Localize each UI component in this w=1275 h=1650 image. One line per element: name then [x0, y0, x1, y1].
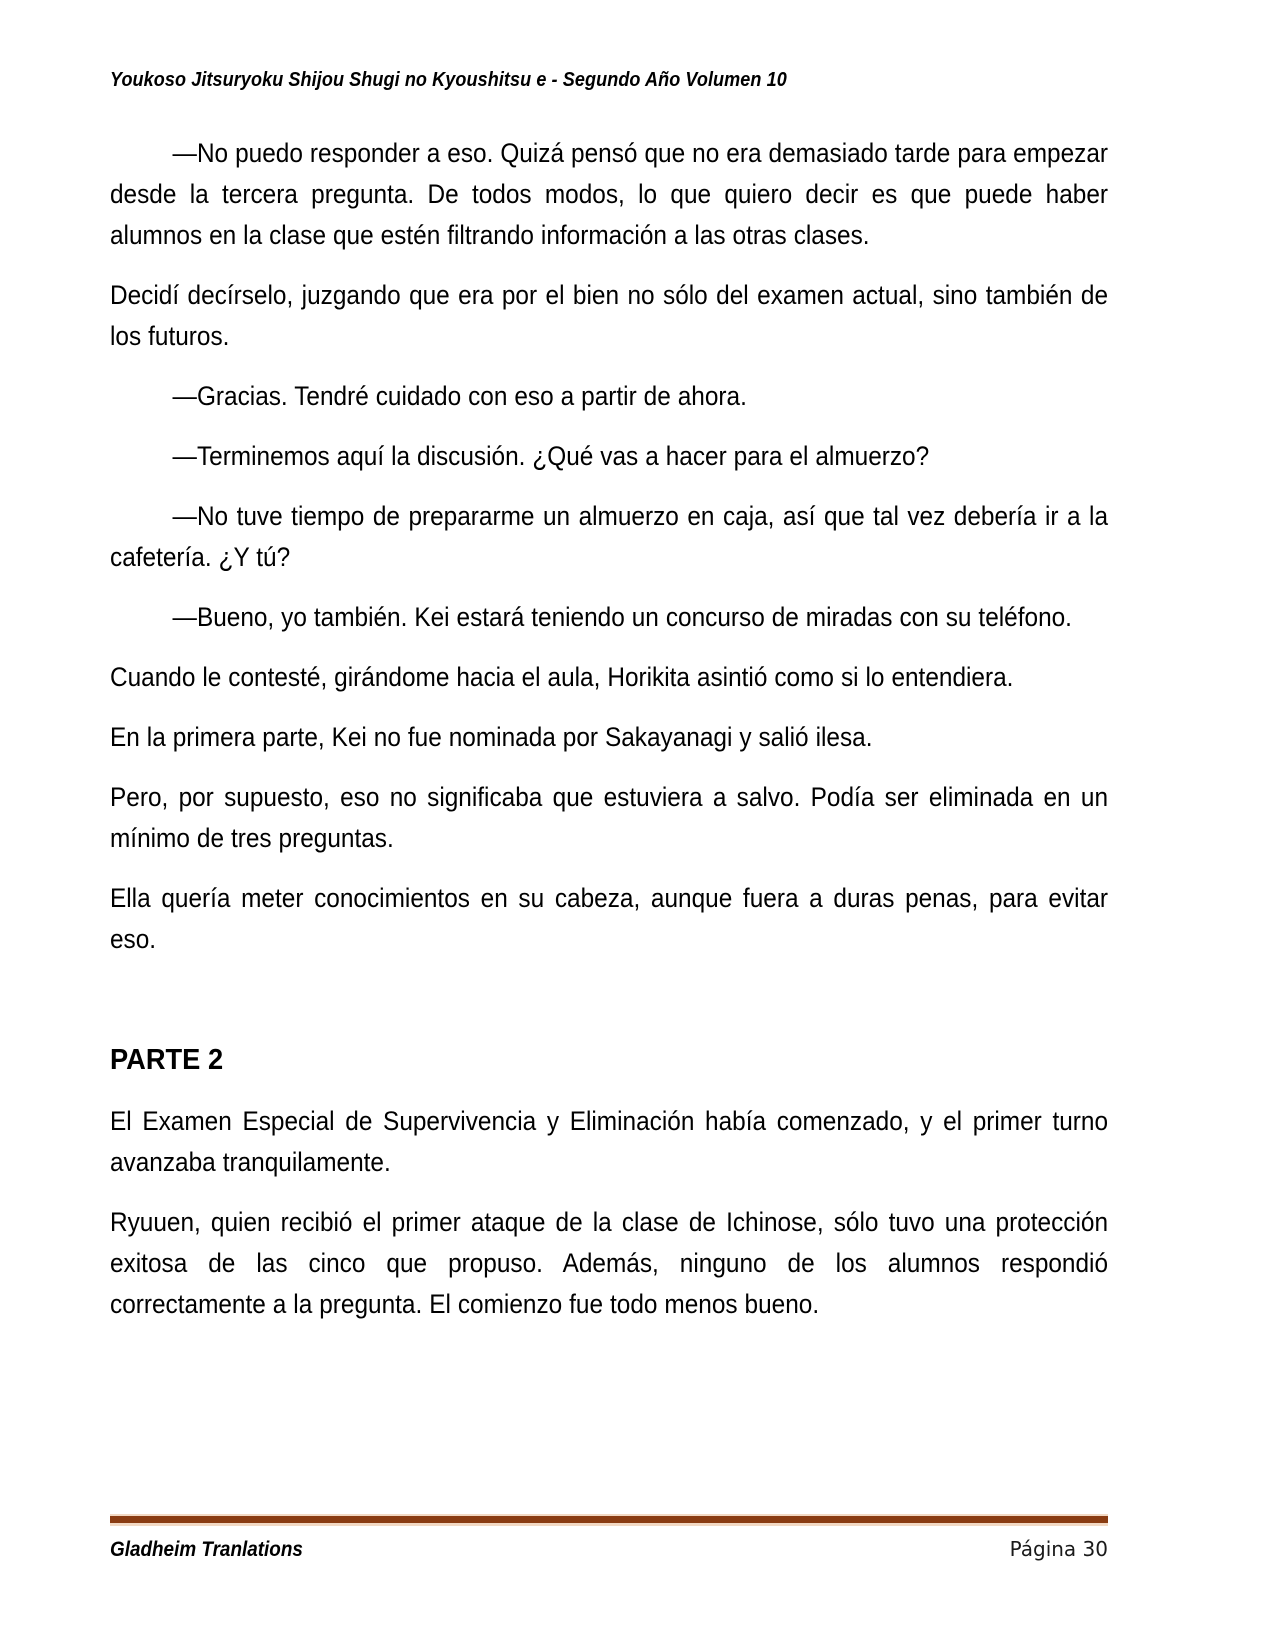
footer-divider-bar	[110, 1516, 1108, 1523]
footer-divider	[110, 1514, 1108, 1526]
section-spacer	[110, 979, 1108, 1041]
body-paragraph: —No puedo responder a eso. Quizá pensó que no era demasiado tarde para empezar desde la tercera pregunta. De todos modos, lo que quiero decir es que puede haber alumnos en la clase que estén filtrando información a las otras clases.	[110, 138, 1109, 250]
body-paragraph: En la primera parte, Kei no fue nominada por Sakayanagi y salió ilesa.	[110, 722, 873, 752]
body-paragraph: Pero, por supuesto, eso no significaba que estuviera a salvo. Podía ser eliminada en un mínimo de tres preguntas.	[110, 782, 1109, 853]
body-paragraph: —Gracias. Tendré cuidado con eso a partir de ahora.	[172, 381, 747, 411]
body-paragraph: El Examen Especial de Supervivencia y Eliminación había comenzado, y el primer turno avanzaba tranquilamente.	[110, 1106, 1109, 1177]
body-paragraph: —Terminemos aquí la discusión. ¿Qué vas a hacer para el almuerzo?	[172, 441, 930, 471]
footer-brand-label: Gladheim Tranlations	[110, 1538, 303, 1561]
footer-page-number: Página 30	[1009, 1537, 1108, 1561]
section-heading: PARTE 2	[110, 1044, 224, 1076]
header-title: Youkoso Jitsuryoku Shijou Shugi no Kyoushitsu e - Segundo Año Volumen 10	[110, 68, 787, 91]
body-paragraph: —Bueno, yo también. Kei estará teniendo un concurso de miradas con su teléfono.	[172, 602, 1072, 632]
document-footer	[110, 1514, 1108, 1562]
body-paragraph: —No tuve tiempo de prepararme un almuerzo en caja, así que tal vez debería ir a la cafetería. ¿Y tú?	[110, 501, 1109, 572]
body-paragraph: Ryuuen, quien recibió el primer ataque de la clase de Ichinose, sólo tuvo una protección exitosa de las cinco que propuso. Además, ninguno de los alumnos respondió correctamente a la pregunta. El comienzo fue todo menos bueno.	[110, 1207, 1109, 1319]
document-header	[110, 68, 1110, 92]
document-body	[110, 133, 1108, 1344]
footer-row	[110, 1537, 1108, 1562]
body-paragraph: Ella quería meter conocimientos en su cabeza, aunque fuera a duras penas, para evitar eso.	[110, 883, 1109, 954]
body-paragraph: Decidí decírselo, juzgando que era por el bien no sólo del examen actual, sino también de los futuros.	[110, 280, 1109, 351]
body-paragraph: Cuando le contesté, girándome hacia el aula, Horikita asintió como si lo entendiera.	[110, 662, 1014, 692]
